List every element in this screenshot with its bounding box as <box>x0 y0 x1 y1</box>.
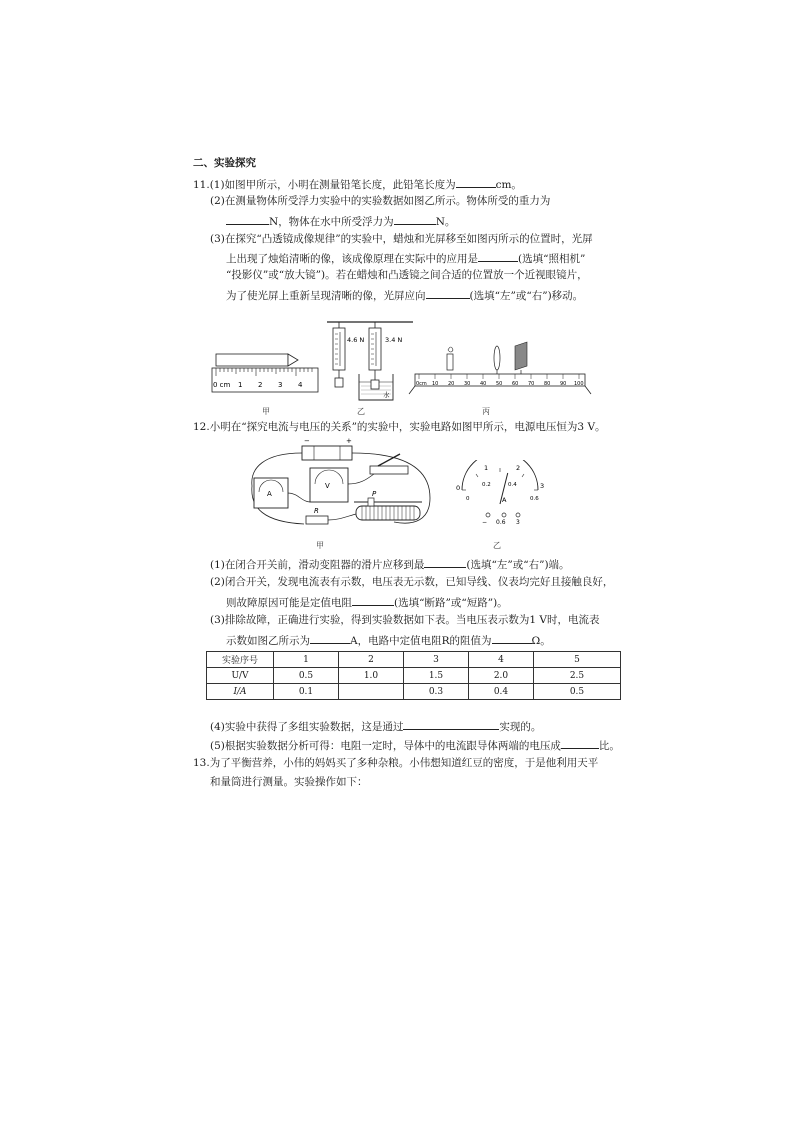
pencil-tip <box>288 354 298 366</box>
terminal-negative <box>486 513 490 517</box>
ammeter-label: A <box>267 490 272 498</box>
bench-tick-label: 30 <box>464 381 471 387</box>
table-cell: 0.5 <box>274 668 339 684</box>
ruler-tick-label: 4 <box>298 381 303 389</box>
table-cell: 2.5 <box>534 668 621 684</box>
bench-tick-label: 20 <box>448 381 455 387</box>
q12-part2-line2: 则故障原因可能是定值电阻 (选填“断路”或“短路”)。 <box>226 594 508 610</box>
table-cell[interactable] <box>339 684 404 700</box>
spring-scale-figure <box>325 318 415 402</box>
q11-part3-line2: 上出现了烛焰清晰的像，该成像原理在实际中的应用是 (选填“照相机” <box>226 250 585 266</box>
ruler-tick-label: 2 <box>258 381 263 389</box>
light-screen <box>515 342 527 370</box>
terminal-0.6 <box>502 513 506 517</box>
q13-line2: 和量筒进行测量。实验操作如下： <box>210 776 368 788</box>
answer-blank[interactable] <box>426 287 470 299</box>
table-cell: 4 <box>469 652 534 668</box>
dial-scale-bottom: 0.4 <box>508 482 517 488</box>
ruler-pencil-figure <box>210 350 322 395</box>
answer-blank[interactable] <box>403 718 499 730</box>
q11-part2-line1: (2)在测量物体所受浮力实验中的实验数据如图乙所示。物体所受的重力为 <box>210 195 551 207</box>
dial-scale-top: 1 <box>484 464 489 472</box>
answer-blank[interactable] <box>352 594 394 606</box>
terminal-label: 0.6 <box>496 519 506 526</box>
dial-unit: A <box>502 496 507 504</box>
fixed-resistor <box>306 516 328 524</box>
figure-label-jia: 甲 <box>316 541 324 550</box>
bench-tick-label: 0cm <box>416 381 427 387</box>
answer-blank[interactable] <box>478 250 518 262</box>
answer-blank[interactable] <box>492 632 532 644</box>
table-row <box>207 652 621 668</box>
circuit-figure <box>244 438 440 534</box>
table-cell: 2.0 <box>469 668 534 684</box>
answer-blank[interactable] <box>310 632 350 644</box>
table-cell: 0.3 <box>404 684 469 700</box>
table-cell: 1 <box>274 652 339 668</box>
ammeter-dial-figure <box>452 460 548 526</box>
candle <box>447 354 453 370</box>
bench-tick-label: 80 <box>544 381 551 387</box>
table-cell: 1.5 <box>404 668 469 684</box>
pencil-body <box>216 354 288 366</box>
bench-tick-label: 40 <box>480 381 487 387</box>
convex-lens <box>494 346 500 370</box>
figure-label-yi: 乙 <box>493 541 501 550</box>
table-row <box>207 684 621 700</box>
hanging-block-2 <box>371 380 379 389</box>
section-title: 二、实验探究 <box>193 157 256 169</box>
battery-negative: − <box>304 438 310 445</box>
table-row <box>207 668 621 684</box>
spring-reading-1: 4.6 N <box>347 336 365 344</box>
table-cell: 3 <box>404 652 469 668</box>
figure-label-bing: 丙 <box>482 407 490 416</box>
experiment-data-table <box>206 651 621 700</box>
table-cell: 2 <box>339 652 404 668</box>
q12-part2-line1: (2)闭合开关，发现电流表有示数，电压表无示数，已知导线、仪表均完好且接触良好， <box>210 576 614 588</box>
bench-tick-label: 100 <box>574 381 584 387</box>
dial-arc <box>462 460 538 490</box>
q12-part3-line1: (3)排除故障，正确进行实验，得到实验数据如下表。当电压表示数为1 V时，电流表 <box>210 614 600 626</box>
q11-part1: 11.(1)如图甲所示，小明在测量铅笔长度，此铅笔长度为 cm。 <box>193 176 522 192</box>
table-cell: 0.5 <box>534 684 621 700</box>
hanging-block-1 <box>335 378 343 387</box>
table-cell: 5 <box>534 652 621 668</box>
q12-intro: 12.小明在“探究电流与电压的关系”的实验中，实验电路如图甲所示，电源电压恒为3 V。 <box>193 421 606 433</box>
q12-part5: (5)根据实验数据分析可得：电阻一定时，导体中的电流跟导体两端的电压成 比。 <box>210 737 620 753</box>
dial-scale-bottom: 0.2 <box>482 482 491 488</box>
terminal-label: − <box>482 519 488 526</box>
answer-blank[interactable] <box>394 213 436 225</box>
bench-tick-label: 10 <box>432 381 439 387</box>
battery <box>302 446 352 460</box>
q11-part2-line2: N，物体在水中所受浮力为 N。 <box>226 213 455 229</box>
q11-part3-line3: “投影仪”或“放大镜”)。若在蜡烛和凸透镜之间合适的位置放一个近视眼镜片， <box>226 269 588 281</box>
answer-blank[interactable] <box>226 213 269 225</box>
water-label: 水 <box>383 391 390 399</box>
ruler-tick-label: 3 <box>278 381 283 389</box>
table-header-cell: 实验序号 <box>207 652 274 668</box>
table-cell: 0.4 <box>469 684 534 700</box>
q11-part3-line1: (3)在探究“凸透镜成像规律”的实验中，蜡烛和光屏移至如图丙所示的位置时，光屏 <box>210 233 593 245</box>
table-cell: 0.1 <box>274 684 339 700</box>
bench-tick-label: 60 <box>512 381 519 387</box>
rheostat <box>356 506 420 520</box>
q12-part1: (1)在闭合开关前，滑动变阻器的滑片应移到最 (选填“左”或“右”)端。 <box>210 556 570 572</box>
bench-tick-label: 90 <box>560 381 567 387</box>
switch-lever <box>378 454 400 466</box>
q12-part3-line2: 示数如图乙所示为 A，电路中定值电阻R的阻值为 Ω。 <box>226 632 551 648</box>
terminal-label: 3 <box>516 519 520 526</box>
terminal-3 <box>516 513 520 517</box>
q11-part3-line4: 为了使光屏上重新呈现清晰的像，光屏应向 (选填“左”或“右”)移动。 <box>226 287 583 303</box>
table-header-cell: I/A <box>207 684 274 700</box>
answer-blank[interactable] <box>424 556 466 568</box>
resistor-label: R <box>314 507 319 515</box>
q12-part4: (4)实验中获得了多组实验数据，这是通过 实现的。 <box>210 718 541 734</box>
q13-line1: 13.为了平衡营养，小伟的妈妈买了多种杂粮。小伟想知道红豆的密度，于是他利用天平 <box>193 757 599 769</box>
dial-scale-bottom: 0.6 <box>530 496 539 502</box>
table-cell: 1.0 <box>339 668 404 684</box>
spring-scale-1 <box>333 328 345 370</box>
bench-tick-label: 70 <box>528 381 535 387</box>
switch-base <box>370 466 408 474</box>
voltmeter-label: V <box>325 482 330 490</box>
dial-scale-top: 2 <box>516 464 521 472</box>
figure-label-yi: 乙 <box>357 407 365 416</box>
spring-scale-2 <box>369 328 381 370</box>
spring-reading-2: 3.4 N <box>385 336 403 344</box>
battery-positive: + <box>346 438 352 445</box>
bench-tick-label: 50 <box>496 381 503 387</box>
slider-label: P <box>372 490 377 498</box>
table-header-cell: U/V <box>207 668 274 684</box>
rheostat-slider <box>368 498 374 506</box>
ruler-tick-label: 1 <box>238 381 243 389</box>
optical-bench-figure <box>405 340 595 396</box>
figure-label-jia: 甲 <box>262 407 270 416</box>
answer-blank[interactable] <box>561 737 599 749</box>
dial-scale-top: 0 <box>456 484 461 492</box>
dial-scale-top: 3 <box>540 482 545 490</box>
dial-scale-bottom: 0 <box>466 496 470 502</box>
answer-blank[interactable] <box>456 176 496 188</box>
candle-flame <box>448 347 453 352</box>
ruler-tick-label: 0 cm <box>213 381 231 389</box>
